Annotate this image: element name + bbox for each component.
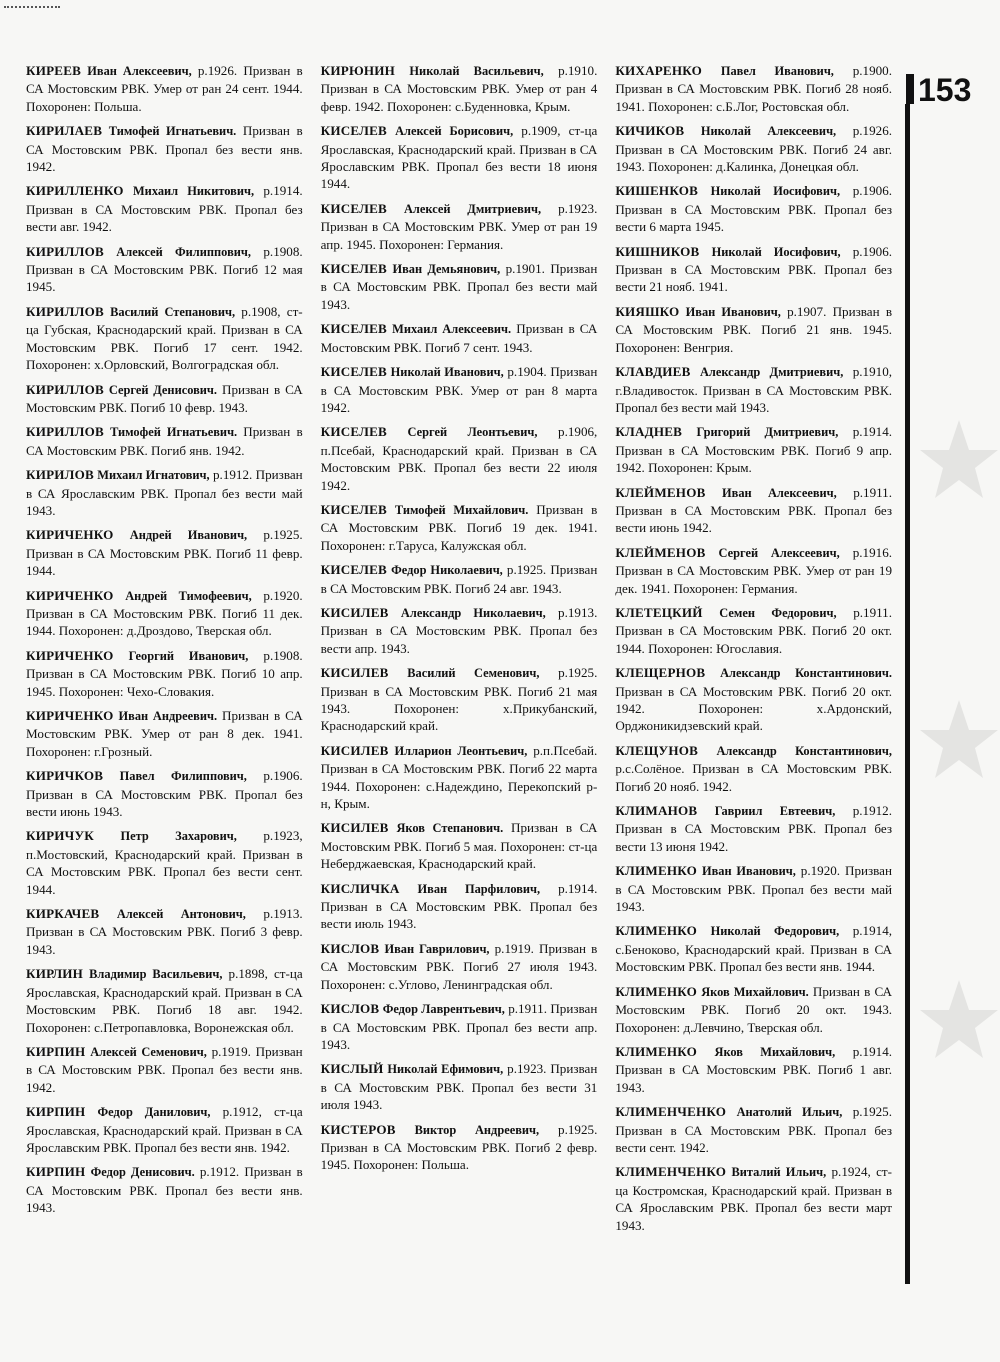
entry-details: р.1911. Призван в СА Мостовским РВК. Пропал без вести апр. 1943. xyxy=(320,1001,598,1052)
entry-details: Призван в СА Мостовским РВК. Погиб 20 окт. 1943. Похоронен: д.Левчино, Тверская обл. xyxy=(615,983,893,1035)
entry-surname: КИРИЛЛОВ xyxy=(26,303,104,319)
entry-surname: КИСИЛЕВ xyxy=(320,665,389,681)
entry-details: р.1912. Призван в СА Ярославским РВК. Пропал без вести май 1943. xyxy=(26,467,303,518)
memorial-entry xyxy=(321,320,598,356)
entry-details: р.1910. Призван в СА Мостовским РВК. Умер от ран 4 февр. 1942. Похоронен: с.Буденновка, Крым. xyxy=(320,63,598,114)
memorial-entry xyxy=(321,1060,598,1113)
column-1 xyxy=(26,62,303,1241)
entry-given-name: Иван Алексеевич, xyxy=(87,64,192,78)
memorial-entry xyxy=(615,1163,892,1234)
entry-details: р.1906. Призван в СА Мостовским РВК. Пропал без вести 6 марта 1945. xyxy=(615,183,893,235)
entry-details: р.1914. Призван в СА Мостовским РВК. Пропал без вести авг. 1942. xyxy=(26,183,303,235)
entry-surname: КИРЛИН xyxy=(26,966,84,982)
memorial-entry xyxy=(615,62,892,115)
memorial-entry xyxy=(321,423,598,494)
memorial-entry xyxy=(26,587,303,640)
entry-given-name: Семен Федорович, xyxy=(719,605,837,620)
entry-surname: КЛЕЩЕРНОВ xyxy=(615,665,706,681)
entry-details: Призван в СА Мостовским РВК. Погиб 5 мая. Похоронен: ст-ца Неберджаевская, Краснодарский край. xyxy=(320,820,598,872)
entry-given-name: Георгий Иванович, xyxy=(128,648,249,663)
entry-surname: КИСЕЛЕВ xyxy=(320,424,387,440)
entry-surname: КИРИЛАЕВ xyxy=(26,123,103,139)
entry-given-name: Николай Ефимович, xyxy=(387,1062,504,1077)
memorial-entry xyxy=(615,423,892,476)
entry-surname: КИСЛОВ xyxy=(320,1001,380,1017)
memorial-entry xyxy=(26,381,303,417)
memorial-entry xyxy=(26,1163,303,1216)
entry-given-name: Александр Дмитриевич, xyxy=(699,365,844,380)
entry-details: р.1914, с.Беноково, Краснодарский край. Призван в СА Мостовским РВК. Пропал без вести янв. 1944. xyxy=(615,923,893,975)
memorial-entry xyxy=(321,561,598,597)
entry-details: р.1909, ст-ца Ярославская, Краснодарский край. Призван в СА Ярославским РВК. Пропал без вести 18 июня 1944. xyxy=(320,123,598,192)
entry-given-name: Михаил Алексеевич. xyxy=(392,322,512,337)
entry-given-name: Павел Иванович, xyxy=(720,64,834,78)
entry-details: Призван в СА Мостовским РВК. Погиб янв. 1942. xyxy=(26,424,303,458)
entry-given-name: Сергей Леонтьевич, xyxy=(407,425,538,440)
entry-surname: КИСЕЛЕВ xyxy=(320,321,387,337)
entry-surname: КИСЕЛЕВ xyxy=(320,123,387,139)
entry-given-name: Николай Васильевич, xyxy=(409,64,544,78)
entry-surname: КИРИЧЕНКО xyxy=(26,647,114,663)
memorial-entry xyxy=(615,1043,892,1096)
entry-surname: КИРИЛЛЕНКО xyxy=(26,183,124,199)
memorial-entry xyxy=(615,862,892,915)
entry-given-name: Андрей Тимофеевич, xyxy=(125,588,252,603)
entry-details: р.1906. Призван в СА Мостовским РВК. Пропал без вести июнь 1943. xyxy=(26,768,303,820)
entry-details: р.1919. Призван в СА Мостовским РВК. Погиб 27 июля 1943. Похоронен: с.Углово, Ленинградская обл. xyxy=(320,940,598,992)
memorial-entry xyxy=(321,819,598,872)
entry-surname: КИРИЛЛОВ xyxy=(26,424,104,440)
entry-details: р.1901. Призван в СА Мостовским РВК. Пропал без вести май 1943. xyxy=(320,261,598,312)
entry-details: р.1910, г.Владивосток. Призван в СА Мостовским РВК. Пропал без вести май 1943. xyxy=(615,364,893,415)
entry-given-name: Виталий Ильич, xyxy=(731,1165,827,1180)
memorial-entry xyxy=(26,526,303,579)
entry-details: р.1914. Призван в СА Мостовским РВК. Пропал без вести июль 1943. xyxy=(320,880,598,932)
entry-details: р.1924, ст-ца Костромская, Краснодарский край. Призван в СА Ярославским РВК. Пропал без вести март 1943. xyxy=(615,1164,893,1233)
memorial-entry xyxy=(321,260,598,313)
entry-surname: КИРИЧУК xyxy=(26,828,94,844)
entry-given-name: Григорий Дмитриевич, xyxy=(696,425,839,440)
entry-surname: КИСЛОВ xyxy=(320,940,380,956)
memorial-entry xyxy=(321,501,598,554)
entry-surname: КИРИЛОВ xyxy=(26,467,94,483)
column-3 xyxy=(615,62,892,1241)
entry-given-name: Иван Иванович, xyxy=(701,864,796,879)
entry-details: р.1914. Призван в СА Мостовским РВК. Погиб 9 апр. 1942. Похоронен: Крым. xyxy=(615,424,893,476)
entry-given-name: Яков Степанович. xyxy=(396,821,504,836)
entry-given-name: Анатолий Ильич, xyxy=(736,1105,843,1120)
memorial-entry xyxy=(26,647,303,700)
entry-surname: КИСИЛЕВ xyxy=(320,742,389,758)
entry-details: Призван в СА Мостовским РВК. Погиб 20 окт. 1942. Похоронен: х.Ардонский, Орджоникидзевский край. xyxy=(615,683,893,734)
entry-given-name: Михаил Никитович, xyxy=(132,184,255,199)
entry-details: р.1913. Призван в СА Мостовским РВК. Погиб 3 февр. 1943. xyxy=(26,906,303,957)
entry-details: р.1913. Призван в СА Мостовским РВК. Пропал без вести апр. 1943. xyxy=(320,604,598,656)
memorial-entry xyxy=(26,965,303,1036)
entry-details: р.1925. Призван в СА Мостовским РВК. Погиб 11 февр. 1944. xyxy=(26,527,303,579)
entry-given-name: Алексей Семенович, xyxy=(90,1044,207,1059)
entry-surname: КИРИЧЕНКО xyxy=(26,708,114,723)
entry-surname: КЛИМЕНКО xyxy=(615,863,698,879)
entry-given-name: Василий Семенович, xyxy=(407,666,540,681)
entry-details: Призван в СА Мостовским РВК. Умер от ран 8 дек. 1941. Похоронен: г.Грозный. xyxy=(26,708,303,759)
entry-surname: КИЯШКО xyxy=(615,303,680,319)
memorial-entry xyxy=(615,983,892,1036)
memorial-entry xyxy=(615,802,892,855)
entry-details: р.1925. Призван в СА Мостовским РВК. Погиб 21 мая 1943. Похоронен: х.Прикубанский, Краснодарский край. xyxy=(320,665,598,734)
entry-details: р.1906, п.Псебай, Краснодарский край. Призван в СА Мостовским РВК. Пропал без вести 22 июля 1942. xyxy=(320,424,598,493)
entry-surname: КЛАВДИЕВ xyxy=(615,364,691,380)
entry-surname: КИРПИН xyxy=(26,1104,86,1120)
entry-details: р.1925. Призван в СА Мостовским РВК. Погиб 2 февр. 1945. Похоронен: Польша. xyxy=(320,1121,598,1173)
entry-given-name: Иван Гаврилович, xyxy=(384,941,490,956)
entry-given-name: Федор Лаврентьевич, xyxy=(382,1002,505,1017)
entry-details: р.1900. Призван в СА Мостовским РВК. Погиб 28 нояб. 1941. Похоронен: с.Б.Лог, Ростовская обл. xyxy=(615,63,893,114)
entry-surname: КИСЛИЧКА xyxy=(320,880,400,896)
entry-details: р.1912, ст-ца Ярославская, Краснодарский край. Призван в СА Ярославским РВК. Пропал без вести янв. 1942. xyxy=(26,1104,303,1155)
entry-given-name: Михаил Игнатович, xyxy=(97,468,210,483)
entry-surname: КЛИМЕНКО xyxy=(615,1043,698,1059)
entry-details: р.1919. Призван в СА Мостовским РВК. Пропал без вести янв. 1942. xyxy=(26,1043,303,1095)
entry-surname: КЛИМЕНЧЕНКО xyxy=(615,1164,727,1180)
memorial-entry xyxy=(26,707,303,760)
memorial-entry xyxy=(321,1121,598,1174)
memorial-entry xyxy=(615,544,892,597)
entry-given-name: Александр Константинович, xyxy=(716,743,893,758)
memorial-entry xyxy=(615,1103,892,1156)
entry-given-name: Александр Николаевич, xyxy=(400,605,546,620)
memorial-entry xyxy=(615,664,892,735)
memorial-entry xyxy=(615,922,892,975)
entry-surname: КИСИЛЕВ xyxy=(320,604,389,620)
memorial-entry xyxy=(26,122,303,175)
entry-given-name: Николай Иосифович, xyxy=(711,244,841,259)
entry-details: р.1906. Призван в СА Мостовским РВК. Пропал без вести 21 нояб. 1941. xyxy=(615,243,893,295)
entry-given-name: Федор Денисович. xyxy=(90,1165,195,1180)
memorial-entry xyxy=(321,1000,598,1053)
memorial-entry xyxy=(321,604,598,657)
entry-given-name: Алексей Филиппович, xyxy=(116,244,251,259)
entry-given-name: Николай Иосифович, xyxy=(710,184,841,199)
entry-surname: КИРИЛЛОВ xyxy=(26,381,104,397)
entry-given-name: Николай Федорович, xyxy=(710,924,840,939)
entry-details: р.1908, ст-ца Губская, Краснодарский край. Призван в СА Мостовским РВК. Погиб 17 сент. 1942. Похоронен: х.Орловский, Волгоградская обл. xyxy=(26,303,303,373)
entry-surname: КИШНИКОВ xyxy=(615,243,700,259)
entry-details: Призван в СА Мостовским РВК. Погиб 7 сент. 1943. xyxy=(320,321,598,355)
entry-details: р.1912. Призван в СА Мостовским РВК. Пропал без вести янв. 1943. xyxy=(26,1164,303,1216)
entry-given-name: Николай Иванович, xyxy=(390,365,504,380)
memorial-entry xyxy=(26,182,303,235)
entry-surname: КЛЕЩУНОВ xyxy=(615,742,699,758)
entry-given-name: Виктор Андреевич, xyxy=(414,1122,540,1137)
entry-surname: КИРЕЕВ xyxy=(26,63,82,78)
memorial-entry xyxy=(26,1043,303,1096)
entry-surname: КЛЕЙМЕНОВ xyxy=(615,544,706,560)
memorial-entry xyxy=(26,905,303,958)
entry-given-name: Иван Андреевич. xyxy=(118,709,218,723)
entry-details: Призван в СА Мостовским РВК. Пропал без вести янв. 1942. xyxy=(26,123,303,175)
entry-given-name: Алексей Антонович, xyxy=(116,907,246,922)
entry-details: р.п.Псебай. Призван в СА Мостовским РВК. Погиб 22 марта 1944. Похоронен: с.Надеждино, Перекопский р-н, Крым. xyxy=(320,742,598,812)
entry-surname: КИРИЧКОВ xyxy=(26,768,104,784)
memorial-entry xyxy=(321,940,598,993)
memorial-entry xyxy=(321,363,598,416)
memorial-entry xyxy=(615,604,892,657)
entry-details: р.1923. Призван в СА Мостовским РВК. Пропал без вести 31 июля 1943. xyxy=(320,1061,598,1113)
entry-details: р.1898, ст-ца Ярославская, Краснодарский край. Призван в СА Мостовским РВК. Погиб 18 авг. 1942. Похоронен: с.Петропавловка, Воронежская обл. xyxy=(26,966,303,1035)
entry-surname: КИШЕНКОВ xyxy=(615,183,699,199)
entry-given-name: Владимир Васильевич, xyxy=(89,967,223,982)
entry-surname: КИРПИН xyxy=(26,1043,86,1059)
entry-given-name: Сергей Денисович. xyxy=(108,382,218,397)
entry-given-name: Федор Николаевич, xyxy=(391,563,503,578)
memorial-entry xyxy=(615,484,892,537)
entry-details: р.1926. Призван в СА Мостовским РВК. Умер от ран 24 сент. 1944. Похоронен: Польша. xyxy=(26,63,303,114)
entry-details: р.1923. Призван в СА Мостовским РВК. Умер от ран 19 апр. 1945. Похоронен: Германия. xyxy=(320,200,598,252)
entry-given-name: Тимофей Игнатьевич. xyxy=(110,425,238,440)
entry-surname: КИСЛЫЙ xyxy=(320,1061,384,1077)
entry-given-name: Василий Степанович, xyxy=(110,304,236,319)
entry-given-name: Алексей Дмитриевич, xyxy=(403,201,542,216)
memorial-entry xyxy=(321,742,598,813)
entry-surname: КИСЕЛЕВ xyxy=(320,364,387,380)
memorial-entry xyxy=(321,122,598,193)
entry-surname: КЛАДНЕВ xyxy=(615,424,683,440)
entry-details: р.1912. Призван в СА Мостовским РВК. Пропал без вести 13 июня 1942. xyxy=(615,803,893,854)
memorial-entry xyxy=(615,182,892,235)
entry-given-name: Петр Захарович, xyxy=(120,829,237,844)
entry-details: р.1916. Призван в СА Мостовским РВК. Умер от ран 19 дек. 1941. Похоронен: Германия. xyxy=(615,544,893,596)
entry-surname: КИРКАЧЕВ xyxy=(26,906,100,922)
entry-surname: КЛИМЕНКО xyxy=(615,983,698,999)
entry-details: р.1920. Призван в СА Мостовским РВК. Пропал без вести май 1943. xyxy=(615,863,893,915)
entry-surname: КИСЕЛЕВ xyxy=(320,562,387,578)
entry-surname: КИСИЛЕВ xyxy=(320,820,389,836)
memorial-entry xyxy=(615,742,892,795)
memorial-entry xyxy=(26,466,303,519)
memorial-entry xyxy=(26,423,303,459)
entry-details: р.1911. Призван в СА Мостовским РВК. Пропал без вести июнь 1942. xyxy=(615,484,893,536)
entry-surname: КИСТЕРОВ xyxy=(320,1121,396,1137)
memorial-entry xyxy=(26,243,303,296)
star-watermark-icon xyxy=(920,400,998,1100)
entry-surname: КИСЕЛЕВ xyxy=(320,261,387,277)
entry-details: р.1925. Призван в СА Мостовским РВК. Погиб 24 авг. 1943. xyxy=(320,562,598,596)
entry-surname: КИРЮНИН xyxy=(320,63,396,78)
entry-given-name: Андрей Иванович, xyxy=(129,528,248,543)
entry-given-name: Алексей Борисович, xyxy=(395,124,514,139)
entry-surname: КИСЕЛЕВ xyxy=(320,501,387,517)
entry-details: р.1926. Призван в СА Мостовским РВК. Погиб 24 авг. 1943. Похоронен: д.Калинка, Донецкая обл. xyxy=(615,123,893,175)
entry-details: р.1914. Призван в СА Мостовским РВК. Погиб 1 авг. 1943. xyxy=(615,1043,893,1095)
entry-given-name: Сергей Алексеевич, xyxy=(718,545,840,560)
memorial-entry xyxy=(615,303,892,356)
entry-surname: КИЧИКОВ xyxy=(615,123,685,139)
entry-surname: КЛЕТЕЦКИЙ xyxy=(615,604,703,620)
page-number-marker xyxy=(906,74,914,104)
memorial-entry xyxy=(26,767,303,820)
entry-surname: КЛИМАНОВ xyxy=(615,803,698,819)
entry-surname: КИРИЧЕНКО xyxy=(26,587,114,603)
entry-details: р.1925. Призван в СА Мостовским РВК. Пропал без вести сент. 1942. xyxy=(615,1104,893,1155)
entry-given-name: Яков Михайлович. xyxy=(701,984,809,999)
entry-details: Призван в СА Мостовским РВК. Погиб 10 февр. 1943. xyxy=(26,381,303,415)
memorial-entry xyxy=(26,62,303,115)
entry-given-name: Иван Демьянович, xyxy=(392,262,501,277)
entry-details: р.с.Солёное. Призван в СА Мостовским РВК. Погиб 20 нояб. 1942. xyxy=(615,761,893,794)
entry-details: р.1908. Призван в СА Мостовским РВК. Погиб 12 мая 1945. xyxy=(26,243,303,295)
entry-given-name: Николай Алексеевич, xyxy=(700,124,837,139)
entry-details: р.1908. Призван в СА Мостовским РВК. Погиб 10 апр. 1945. Похоронен: Чехо-Словакия. xyxy=(26,647,303,699)
entry-given-name: Павел Филиппович, xyxy=(119,769,247,784)
entry-surname: КИРПИН xyxy=(26,1164,86,1180)
memorial-entry xyxy=(321,200,598,253)
entry-details: р.1904. Призван в СА Мостовским РВК. Умер от ран 8 марта 1942. xyxy=(320,364,598,415)
entry-given-name: Тимофей Михайлович. xyxy=(394,502,529,517)
entry-surname: КИРИЛЛОВ xyxy=(26,243,104,259)
entry-surname: КЛИМЕНЧЕНКО xyxy=(615,1104,727,1120)
memorial-entry xyxy=(615,122,892,175)
entry-given-name: Яков Михайлович, xyxy=(714,1044,836,1059)
entry-given-name: Александр Константинович. xyxy=(720,666,893,681)
entry-given-name: Тимофей Игнатьевич. xyxy=(108,124,237,139)
memorial-entry xyxy=(26,827,303,898)
entry-surname: КИХАРЕНКО xyxy=(615,63,703,78)
column-2 xyxy=(321,62,598,1241)
memorial-entry xyxy=(615,363,892,416)
margin-rule xyxy=(905,104,910,1284)
entry-surname: КЛИМЕНКО xyxy=(615,923,698,939)
entry-given-name: Иван Иванович, xyxy=(685,304,781,319)
entry-given-name: Гавриил Евтеевич, xyxy=(714,804,836,819)
entry-columns xyxy=(26,62,892,1241)
entry-details: р.1923, п.Мостовский, Краснодарский край. Призван в СА Мостовским РВК. Пропал без вести сент. 1944. xyxy=(26,828,303,897)
memorial-entry xyxy=(321,880,598,933)
memorial-entry xyxy=(615,243,892,296)
entry-details: р.1911. Призван в СА Мостовским РВК. Погиб 20 окт. 1944. Похоронен: Югославия. xyxy=(615,604,893,656)
entry-given-name: Иван Алексеевич, xyxy=(721,485,837,500)
entry-details: Призван в СА Мостовским РВК. Погиб 19 дек. 1941. Похоронен: г.Таруса, Калужская обл. xyxy=(320,501,598,553)
memorial-entry xyxy=(321,62,598,115)
entry-given-name: Илларион Леонтьевич, xyxy=(394,743,528,758)
entry-surname: КИРИЧЕНКО xyxy=(26,527,114,543)
memorial-entry xyxy=(26,1103,303,1156)
entry-details: р.1920. Призван в СА Мостовским РВК. Погиб 11 дек. 1944. Похоронен: д.Дроздово, Тверская обл. xyxy=(26,587,303,639)
entry-details: р.1907. Призван в СА Мостовским РВК. Погиб 21 янв. 1945. Похоронен: Венгрия. xyxy=(615,303,893,355)
entry-given-name: Иван Парфилович, xyxy=(417,881,541,896)
page-number: 153 xyxy=(918,72,972,108)
entry-given-name: Федор Данилович, xyxy=(97,1105,211,1120)
memorial-entry xyxy=(321,664,598,735)
entry-surname: КИСЕЛЕВ xyxy=(320,200,387,216)
entry-surname: КЛЕЙМЕНОВ xyxy=(615,484,706,500)
scan-artifact xyxy=(4,6,60,12)
memorial-entry xyxy=(26,303,303,374)
